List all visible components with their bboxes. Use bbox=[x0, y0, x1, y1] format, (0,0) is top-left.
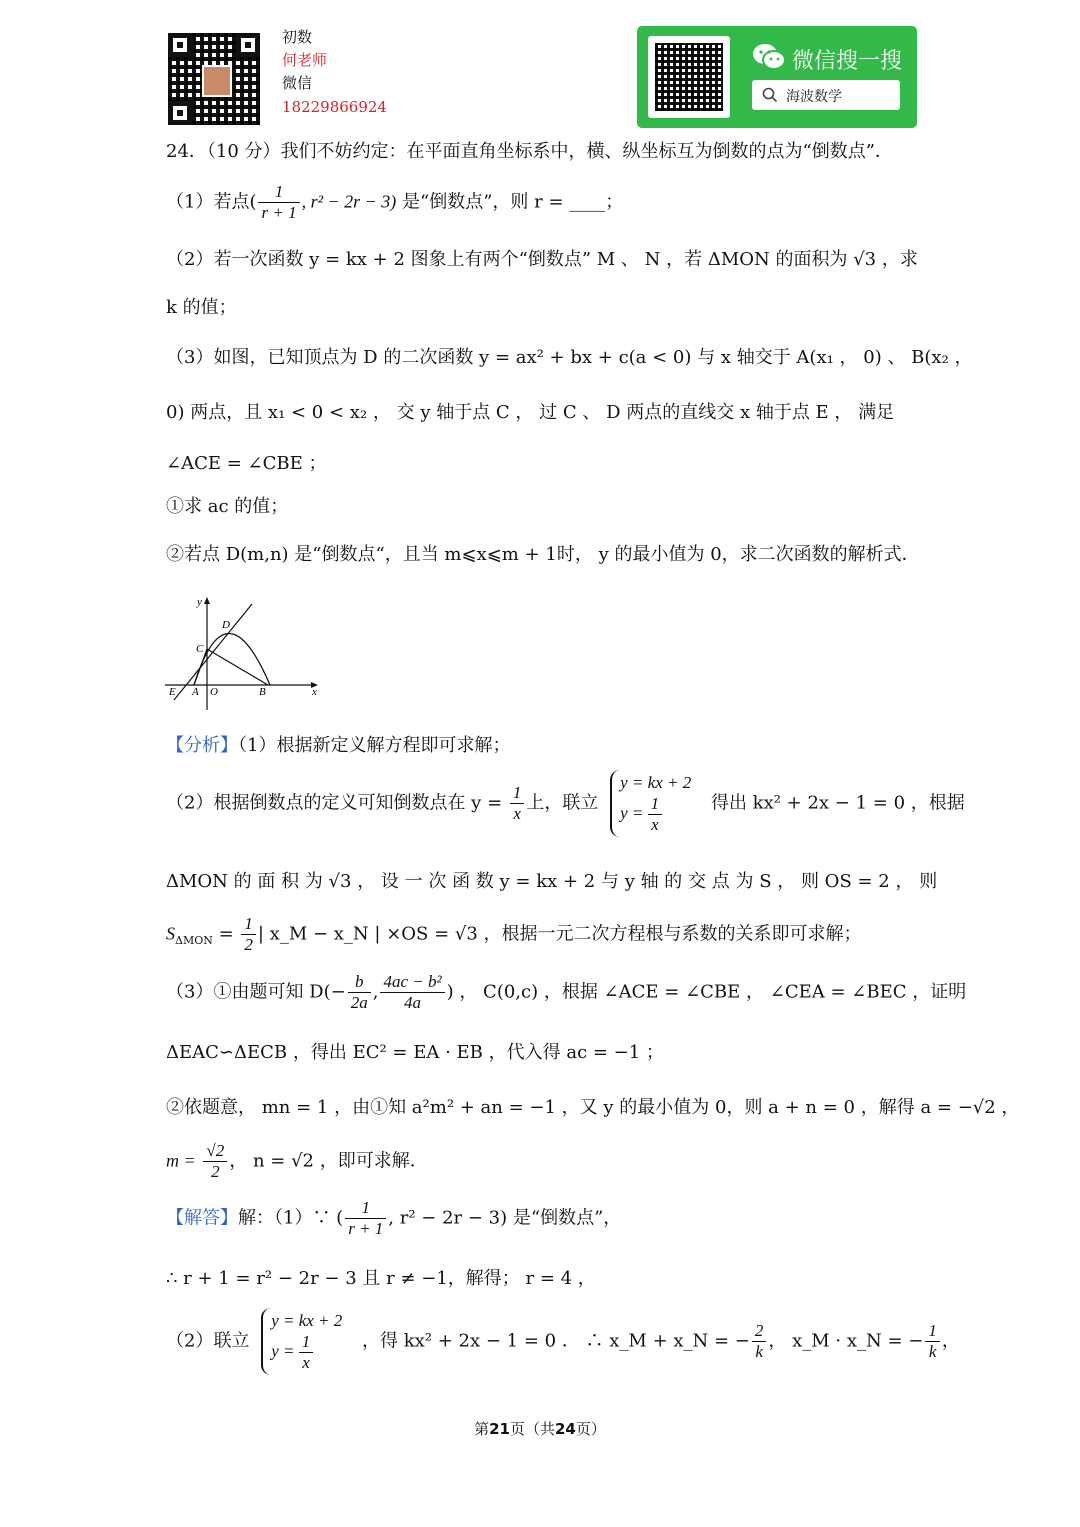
problem-q3-line3: ∠ACE = ∠CBE ； bbox=[166, 453, 327, 474]
problem-q2-line1: （2）若一次函数 y = kx + 2 图象上有两个“倒数点” M 、 N ，若 ΔMON 的面积为 √3 ，求 bbox=[166, 249, 918, 270]
frac-2-over-k: $\frac{2}{k}$ bbox=[752, 1321, 767, 1362]
contact-wechat-label: 微信 bbox=[282, 74, 313, 92]
solution-line-2: ∴ r + 1 = r² − 2r − 3 且 r ≠ −1，解得； r = 4 ， bbox=[166, 1268, 596, 1289]
analysis-line-4: $S_{\Delta MON}$ = $\frac{1}{2}$ | x_M − x_N | ×OS = √3 ，根据一元二次方程根与系数的关系即可求解； bbox=[166, 914, 862, 954]
page-footer: 第21页（共24页） bbox=[474, 1420, 606, 1438]
frac-sqrt2-over-2: $\frac{√2}{2}$ bbox=[203, 1141, 227, 1182]
qr-finder-icon bbox=[168, 33, 192, 57]
label-c: C bbox=[196, 643, 204, 655]
analysis-line-8 bbox=[166, 1141, 428, 1182]
frac-one-over-x: $\frac{1}{x}$ bbox=[510, 783, 525, 824]
q1-suffix: 是“倒数点”，则 r = ____； bbox=[402, 191, 624, 213]
contact-line-1: 初数 bbox=[282, 28, 313, 46]
label-e: E bbox=[169, 686, 176, 698]
label-b: B bbox=[259, 686, 266, 698]
wechat-search-box[interactable] bbox=[752, 80, 900, 110]
label-d: D bbox=[222, 619, 230, 631]
avatar-photo bbox=[202, 65, 232, 97]
wechat-title: 微信搜一搜 bbox=[792, 49, 903, 74]
y-axis-arrow-icon bbox=[204, 597, 210, 604]
solution-system-row-1: y = kx + 2 bbox=[271, 1311, 343, 1330]
q1-fraction: $\frac{1}{r + 1}$ bbox=[258, 182, 299, 223]
solution-system-row-2: y = $\frac{1}{x}$ bbox=[271, 1332, 342, 1373]
analysis-p2-post: 得出 kx² + 2x − 1 = 0 ，根据 bbox=[710, 792, 965, 814]
frac-one-half: $\frac{1}{2}$ bbox=[241, 914, 256, 955]
label-o: O bbox=[210, 686, 218, 698]
analysis-p2-mid: 上，联立 bbox=[526, 792, 599, 814]
problem-q2-line2: k 的值； bbox=[166, 297, 237, 318]
system-row-2: y = $\frac{1}{x}$ bbox=[620, 794, 691, 835]
wechat-search-text: 海波数学 bbox=[786, 89, 842, 105]
analysis-line-5: （3）①由题可知 D(− $\frac{b}{2a}$ , $\frac{\text{4ac − b²}}{4a}$ ) ， C(0,c) ，根据 ∠ACE = ∠CBE ， ∠CEA = ∠BEC ，证明 bbox=[166, 972, 967, 1012]
label-x: x bbox=[312, 686, 317, 698]
analysis-p2-c: | x_M − x_N | ×OS = √3 ，根据一元二次方程根与系数的关系即可求解； bbox=[257, 923, 862, 945]
analysis-p3-pre: （3）①由题可知 D(− bbox=[166, 981, 346, 1003]
analysis-m-eq: m = bbox=[166, 1150, 196, 1171]
frac-vertex-y: $\frac{\text{4ac − b²}}{4a}$ bbox=[380, 972, 444, 1013]
area-symbol: S bbox=[166, 923, 175, 944]
solution-s2-mid2: ， x_M · x_N = − bbox=[768, 1330, 924, 1352]
current-page-number: 21 bbox=[489, 1420, 510, 1438]
problem-q3-line1: （3）如图，已知顶点为 D 的二次函数 y = ax² + bx + c(a < 0) 与 x 轴交于 A(x₁ ， 0) 、 B(x₂ ， bbox=[166, 347, 973, 368]
q1-prefix: （1）若点 bbox=[166, 191, 250, 213]
problem-q3-part1: ①求 ac 的值； bbox=[166, 496, 289, 517]
solution-s1-post: , r² − 2r − 3) 是“倒数点”， bbox=[388, 1207, 622, 1229]
solution-line-3 bbox=[166, 1308, 960, 1375]
analysis-tag: 【分析】 bbox=[166, 735, 238, 756]
contact-teacher: 何老师 bbox=[282, 51, 328, 69]
system-row-1: y = kx + 2 bbox=[620, 773, 692, 792]
analysis-line-1 bbox=[166, 734, 510, 758]
analysis-p1: （1）根据新定义解方程即可求解； bbox=[238, 735, 511, 756]
solution-s2-pre: （2）联立 bbox=[166, 1330, 250, 1352]
problem-q1: （1）若点( $\frac{1}{r + 1}$ , r² − 2r − 3) 是“倒数点”，则 r = ____； bbox=[166, 182, 624, 222]
parabola-figure bbox=[160, 592, 330, 712]
wechat-qr-code bbox=[648, 36, 730, 118]
line-cb bbox=[207, 649, 268, 685]
qr-finder-icon bbox=[236, 33, 260, 57]
problem-title: 24．（10 分）我们不妨约定：在平面直角坐标系中，横、纵坐标互为倒数的点为“倒数点”． bbox=[166, 141, 893, 162]
analysis-p3-d: ， n = √2 ，即可求解． bbox=[229, 1150, 428, 1172]
parabola-curve bbox=[194, 634, 270, 686]
area-subscript: ΔMON bbox=[175, 934, 213, 948]
q1-expr: , r² − 2r − 3) bbox=[301, 191, 397, 212]
frac-1-over-k: $\frac{1}{k}$ bbox=[925, 1321, 940, 1362]
solution-s1-pre: 解：（1）∵ ( bbox=[238, 1207, 344, 1229]
analysis-line-7: ②依题意， mn = 1 ，由①知 a²m² + an = −1 ，又 y 的最小值为 0，则 a + n = 0 ，解得 a = −√2 ， bbox=[166, 1097, 1020, 1118]
problem-q3-line2: 0) 两点，且 x₁ < 0 < x₂ ， 交 y 轴于点 C ， 过 C 、 D 两点的直线交 x 轴于点 E ， 满足 bbox=[166, 402, 895, 423]
qr-finder-icon bbox=[168, 101, 192, 125]
frac-b-over-2a: $\frac{b}{2a}$ bbox=[348, 972, 371, 1013]
problem-q3-part2: ②若点 D(m,n) 是“倒数点“，且当 m⩽x⩽m + 1时， y 的最小值为 0，求二次函数的解析式． bbox=[166, 544, 920, 565]
solution-s2-mid: ，得 kx² + 2x − 1 = 0 ． ∴ x_M + x_N = − bbox=[362, 1330, 750, 1352]
equation-system bbox=[610, 770, 699, 837]
analysis-p2-pre: （2）根据倒数点的定义可知倒数点在 y = bbox=[166, 792, 503, 814]
search-icon bbox=[762, 87, 778, 103]
analysis-p3-post: ) ， C(0,c) ，根据 ∠ACE = ∠CBE ， ∠CEA = ∠BEC ，证明 bbox=[446, 981, 967, 1003]
solution-equation-system bbox=[261, 1308, 350, 1375]
analysis-line-6: ΔEAC∽ΔECB ，得出 EC² = EA · EB ，代入得 ac = −1 ； bbox=[166, 1042, 664, 1063]
solution-line-1 bbox=[166, 1198, 621, 1239]
contact-phone: 18229866924 bbox=[282, 98, 387, 116]
wechat-search-banner[interactable] bbox=[637, 26, 917, 128]
analysis-line-2 bbox=[166, 770, 965, 837]
label-y: y bbox=[197, 596, 202, 608]
label-a: A bbox=[192, 686, 199, 698]
solution-s2-end: ， bbox=[941, 1330, 960, 1352]
frac-1-over-r-plus-1: $\frac{1}{r + 1}$ bbox=[345, 1198, 386, 1239]
solution-tag: 【解答】 bbox=[166, 1207, 238, 1229]
wechat-logo-icon bbox=[751, 42, 787, 72]
total-page-number: 24 bbox=[555, 1420, 576, 1438]
analysis-line-3: ΔMON 的 面 积 为 √3 ， 设 一 次 函 数 y = kx + 2 与 y 轴 的 交 点 为 S ， 则 OS = 2 ， 则 bbox=[166, 871, 938, 892]
